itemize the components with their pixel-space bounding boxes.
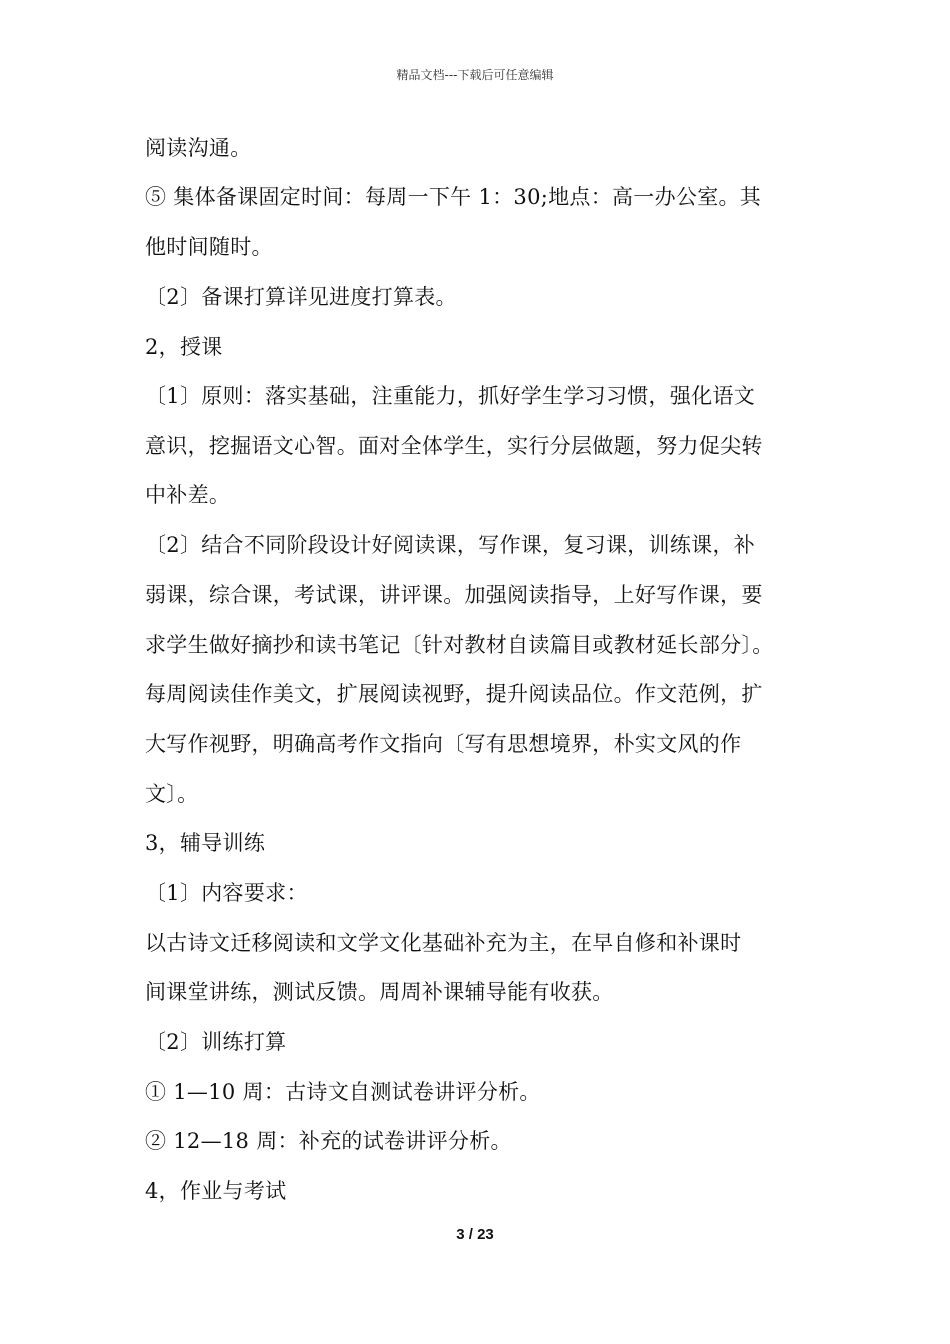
text-line: 弱课，综合课，考试课，讲评课。加强阅读指导，上好写作课，要 [145, 583, 763, 607]
text-line: 中补差。 [145, 483, 231, 507]
text-line: 3，辅导训练 [145, 831, 266, 855]
text-line: 大写作视野，明确高考作文指向〔写有思想境界，朴实文风的作 [145, 732, 742, 756]
text-line: 〔1〕原则：落实基础，注重能力，抓好学生学习习惯，强化语文 [145, 384, 756, 408]
text-line: 4，作业与考试 [145, 1179, 287, 1203]
text-line: 〔2〕结合不同阶段设计好阅读课，写作课，复习课，训练课，补 [145, 533, 756, 557]
text-line: 求学生做好摘抄和读书笔记〔针对教材自读篇目或教材延长部分〕。 [145, 633, 774, 657]
text-line: 每周阅读佳作美文，扩展阅读视野，提升阅读品位。作文范例，扩 [145, 682, 763, 706]
text-line: 他时间随时。 [145, 235, 273, 259]
text-line: ② 12—18 周：补充的试卷讲评分析。 [145, 1129, 512, 1153]
text-line: 意识，挖掘语文心智。面对全体学生，实行分层做题，努力促尖转 [145, 434, 763, 458]
page-number: 3 / 23 [456, 1226, 494, 1243]
text-line: 以古诗文迁移阅读和文学文化基础补充为主，在早自修和补课时 [145, 931, 742, 955]
text-line: 〔2〕训练打算 [145, 1030, 287, 1054]
text-line: ⑤ 集体备课固定时间：每周一下午 1：30;地点：高一办公室。其 [145, 185, 762, 209]
text-line: 2，授课 [145, 335, 223, 359]
text-line: 间课堂讲练，测试反馈。周周补课辅导能有收获。 [145, 980, 614, 1004]
text-line: 〔2〕备课打算详见进度打算表。 [145, 285, 457, 309]
text-line: 阅读沟通。 [145, 136, 252, 160]
page-header: 精品文档---下载后可任意编辑 [396, 68, 554, 82]
text-line: ① 1—10 周：古诗文自测试卷讲评分析。 [145, 1080, 541, 1104]
text-line: 文〕。 [145, 782, 199, 806]
text-line: 〔1〕内容要求： [145, 881, 308, 905]
